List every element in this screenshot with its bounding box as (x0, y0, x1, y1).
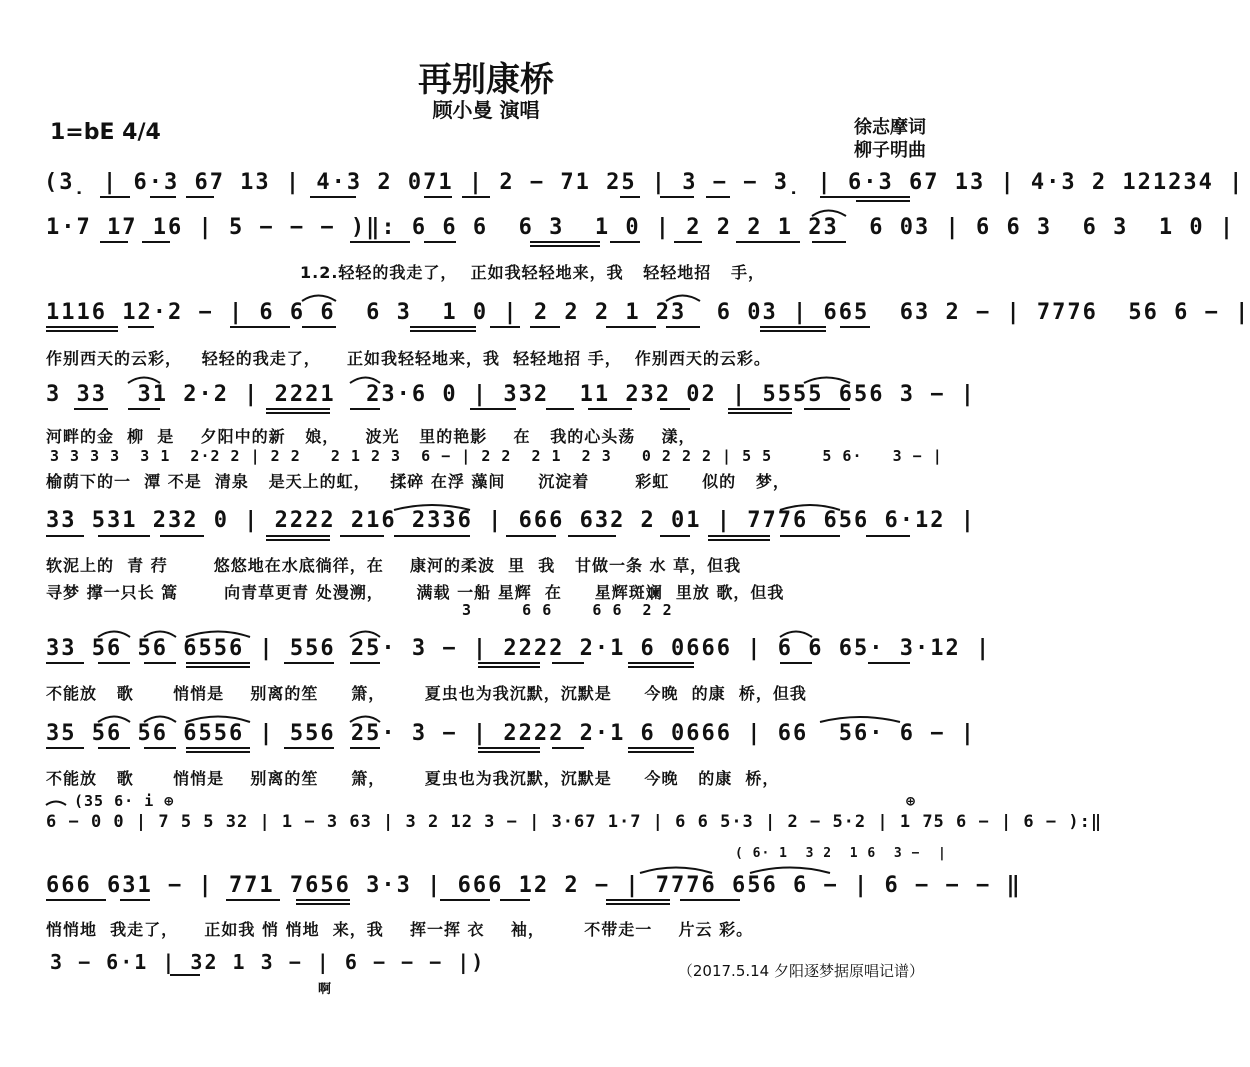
lyrics-line-5b: 寻梦 撑一只长 篙 向青草更青 处漫溯， 满载 一船 星辉 在 星辉斑斓 里放 歌，但我 (46, 583, 785, 602)
key-signature: 1=bE 4/4 (50, 120, 161, 145)
coda-mark-icon: ⊕ (906, 792, 917, 810)
composer-credit: 柳子明曲 (854, 140, 926, 161)
score-line-4: 3 33 31 2·2 | 2221 23·6 0 | 332 11 232 02 | 5555 656 3 − | (46, 382, 976, 407)
lyrics-line-4b: 榆荫下的一 潭 不是 清泉 是天上的虹， 揉碎 在浮 藻间 沉淀着 彩虹 似的 梦， (46, 472, 790, 491)
lyrics-line-9: 悄悄地 我走了， 正如我 悄 悄地 来，我 挥一挥 衣 袖， 不带走一 片云 彩。 (46, 920, 754, 939)
page-title: 再别康桥 (418, 60, 554, 100)
lyrics-line-5a: 软泥上的 青 荇 悠悠地在水底徜徉，在 康河的柔波 里 我 甘做一条 水 草，但我 (46, 556, 742, 575)
singer-credit: 顾小曼 演唱 (432, 98, 540, 122)
lyrics-line-6: 不能放 歌 悄悄是 别离的笙 箫， 夏虫也为我沉默，沉默是 今晚 的康 桥，但我 (46, 684, 807, 703)
score-line-9: 666 631 − | 771 7656 3·3 | 666 12 2 − | 7776 656 6 − | 6 − − − ‖ (46, 873, 1022, 898)
score-line-2: 1·7 17 16 | 5 − − − )‖: 6 6 6 6 3 1 0 | 2 2 2 1 23 6 03 | 6 6 3 6 3 1 0 | (46, 215, 1236, 240)
transcription-note: （2017.5.14 夕阳逐梦据原唱记谱） (677, 962, 924, 980)
score-line-10: 3 − 6·1 | 32 1 3 − | 6 − − − |) (50, 950, 486, 974)
score-line-4-small: 3 3 3 3 3 1 2·2 2 | 2 2 2 1 2 3 6 − | 2 2 2 1 2 3 0 2 2 2 | 5 5 5 6· 3 − | (50, 447, 943, 465)
score-line-7: 35 56 56 6556 | 556 25· 3 − | 2222 2·1 6 0666 | 66 56· 6 − | (46, 721, 976, 746)
lyrics-line-10: 啊 (318, 982, 333, 997)
score-line-6: 33 56 56 6556 | 556 25· 3 − | 2222 2·1 6 0666 | 6 6 65· 3·12 | (46, 636, 992, 661)
score-line-3: 1116 12·2 − | 6 6 6 6 3 1 0 | 2 2 2 1 23 6 03 | 665 63 2 − | 7776 56 6 − | (46, 300, 1250, 325)
score-line-1: (3̣ | 6·3 67 13 | 4·3 2 071 | 2 − 71 25 | 3 − − 3̣ | 6·3 67 13 | 4·3 2 121234 | (44, 170, 1245, 195)
lyrics-line-2: 1.2.轻轻的我走了， 正如我轻轻地来，我 轻轻地招 手， (300, 263, 765, 282)
lyrics-line-4a: 河畔的金 柳 是 夕阳中的新 娘， 波光 里的艳影 在 我的心头荡 漾， (46, 427, 696, 446)
score-line-8-prefix: (35 6· i ⊕ (74, 792, 175, 810)
score-line-5-small: 3 6 6 6 6 2 2 (462, 601, 673, 619)
lyricist-credit: 徐志摩词 (854, 117, 926, 138)
score-line-8-sub: ( 6· 1 3 2 1 6 3 − | (735, 846, 947, 861)
score-line-5: 33 531 232 0 | 2222 216 2336 | 666 632 2 01 | 7776 656 6·12 | (46, 508, 976, 533)
lyrics-line-7: 不能放 歌 悄悄是 别离的笙 箫， 夏虫也为我沉默，沉默是 今晚 的康 桥， (46, 769, 780, 788)
lyrics-line-3: 作别西天的云彩， 轻轻的我走了， 正如我轻轻地来，我 轻轻地招 手， 作别西天的云彩。 (46, 349, 771, 368)
score-line-8: 6 − 0 0 | 7 5 5 32 | 1 − 3 63 | 3 2 12 3 − | 3·67 1·7 | 6 6 5·3 | 2 − 5·2 | 1 75 6 − | 6 − ):‖ (46, 812, 1103, 832)
